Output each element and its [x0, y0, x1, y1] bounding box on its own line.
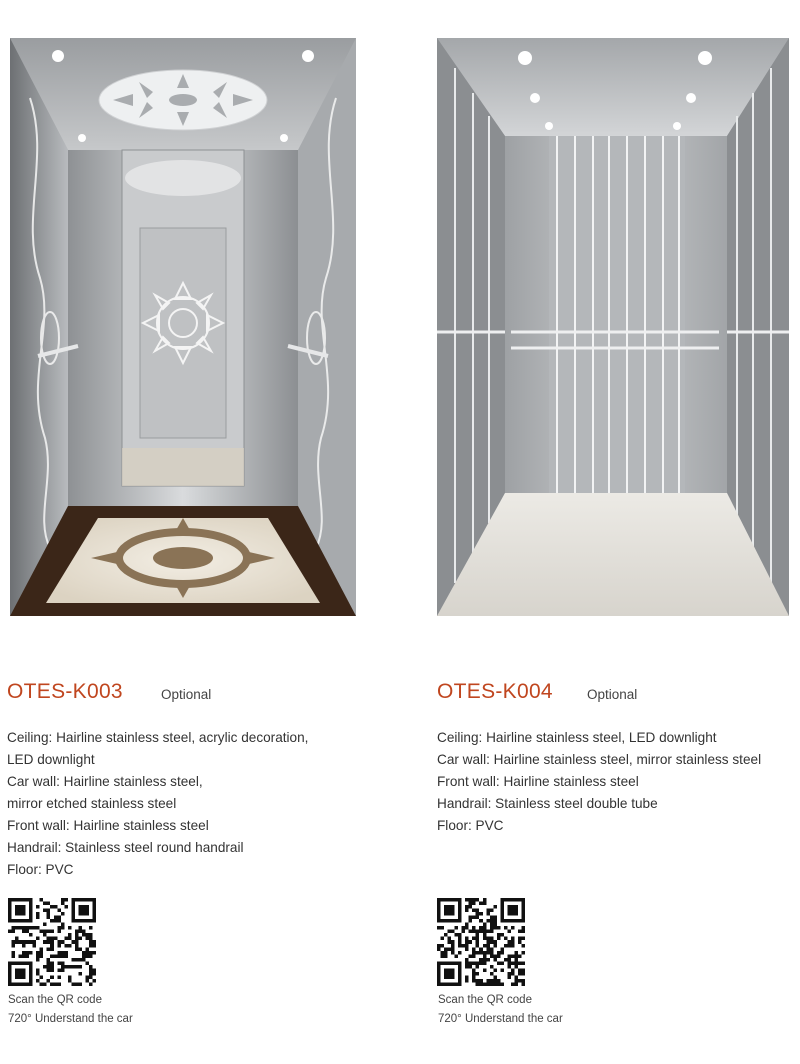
spec-list	[7, 727, 308, 881]
elevator-car-image	[10, 38, 356, 616]
product-card-k003	[0, 0, 360, 1064]
qr-code-icon[interactable]	[437, 898, 525, 986]
optional-label: Optional	[587, 687, 638, 702]
qr-caption-scan: Scan the QR code	[8, 994, 102, 1006]
qr-code-icon[interactable]	[8, 898, 96, 986]
spec-line: Handrail: Stainless steel double tube	[437, 796, 658, 811]
product-model: OTES-K004	[437, 680, 553, 703]
spec-line: LED downlight	[7, 752, 95, 767]
spec-line: Ceiling: Hairline stainless steel, acrylic decoration,	[7, 730, 309, 745]
qr-caption-720: 720° Understand the car	[8, 1013, 133, 1025]
spec-line: Floor: PVC	[437, 818, 504, 833]
spec-line: Car wall: Hairline stainless steel, mirror stainless steel	[437, 752, 762, 767]
spec-line: Front wall: Hairline stainless steel	[7, 818, 209, 833]
spec-line: Front wall: Hairline stainless steel	[437, 774, 639, 789]
product-card-k004	[428, 0, 788, 1064]
spec-line: Ceiling: Hairline stainless steel, LED downlight	[437, 730, 717, 745]
qr-caption-scan: Scan the QR code	[438, 994, 532, 1006]
product-model: OTES-K003	[7, 680, 123, 703]
elevator-car-image	[437, 38, 789, 616]
spec-list	[437, 727, 761, 837]
spec-line: mirror etched stainless steel	[7, 796, 177, 811]
spec-line: Car wall: Hairline stainless steel,	[7, 774, 203, 789]
spec-line: Floor: PVC	[7, 862, 74, 877]
optional-label: Optional	[161, 687, 212, 702]
spec-line: Handrail: Stainless steel round handrail	[7, 840, 244, 855]
qr-caption-720: 720° Understand the car	[438, 1013, 563, 1025]
